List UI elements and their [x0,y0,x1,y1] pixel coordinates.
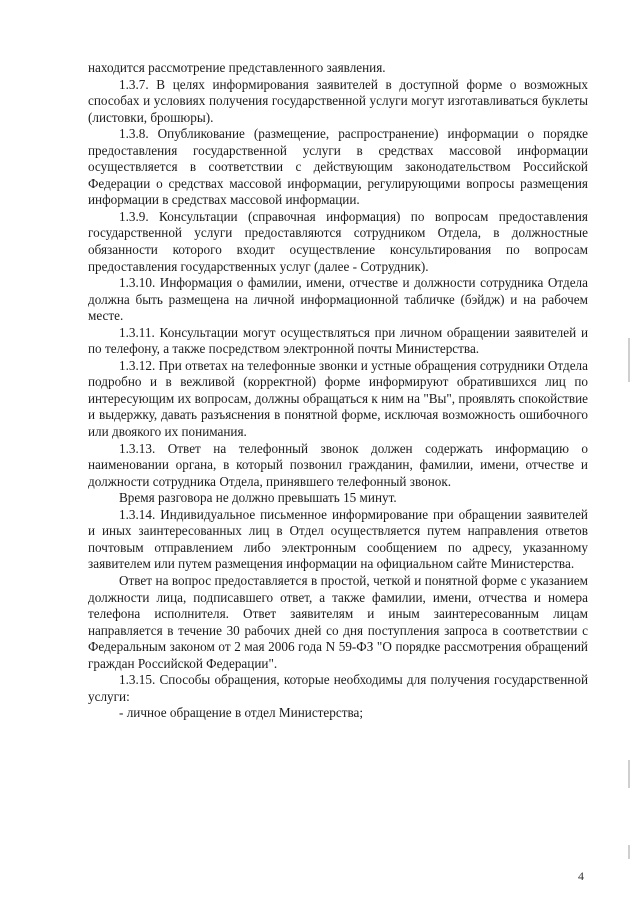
paragraph-1-3-11: 1.3.11. Консультации могут осуществляться при личном обращении заявителей и по телефону, а также посредством электронной почты Министерства. [88,324,588,357]
paragraph-continuation: находится рассмотрение представленного заявления. [88,60,386,75]
scan-margin-mark [628,845,630,859]
paragraph-1-3-7: 1.3.7. В целях информирования заявителей в доступной форме о возможных способах и условиях получения государственной услуги могут изготавливаться буклеты (листовки, брошюры). [88,76,588,125]
scan-margin-mark [628,338,630,382]
paragraph-1-3-14: 1.3.14. Индивидуальное письменное информирование при обращении заявителей и иных заинтересованных лиц в Отдел осуществляется путем направления ответов почтовым отправлением либо электронным сообщением по адресу, указанному заявителем или путем размещения информации на официальном сайте Министерства. [88,506,588,572]
paragraph-1-3-9: 1.3.9. Консультации (справочная информация) по вопросам предоставления государственной услуги предоставляются сотрудником Отдела, в должностные обязанности которого входит осуществление консультирования по вопросам предоставления государственных услуг (далее - Сотрудник). [88,208,588,274]
paragraph-answer: Ответ на вопрос предоставляется в простой, четкой и понятной форме с указанием должности лица, подписавшего ответ, а также фамилии, имени, отчества и номера телефона исполнителя. Ответ заявителям и иным заинтересованным лицам направляется в течение 30 рабочих дней со дня поступления запроса в соответствии с Федеральным законом от 2 мая 2006 года N 59-ФЗ "О порядке рассмотрения обращений граждан Российской Федерации". [88,572,588,671]
list-item-personal-appeal: - личное обращение в отдел Министерства; [119,705,364,721]
page-number: 4 [578,869,584,883]
paragraph-1-3-13: 1.3.13. Ответ на телефонный звонок должен содержать информацию о наименовании органа, в который позвонил гражданин, фамилии, имени, отчестве и должности сотрудника Отдела, принявшего телефонный звонок. [88,440,588,489]
paragraph-1-3-10: 1.3.10. Информация о фамилии, имени, отчестве и должности сотрудника Отдела должна быть размещена на личной информационной табличке (бэйдж) и на рабочем месте. [88,275,588,324]
paragraph-1-3-12: 1.3.12. При ответах на телефонные звонки и устные обращения сотрудники Отдела подробно и в вежливой (корректной) форме информируют обратившихся лиц по интересующим их вопросам, должны обращаться к ним на "Вы", проявлять спокойствие и выдержку, давать разъяснения в понятной форме, исключая возможность ошибочного или двоякого их понимания. [88,357,588,440]
paragraph-call-duration: Время разговора не должно превышать 15 минут. [119,490,397,506]
paragraph-1-3-8: 1.3.8. Опубликование (размещение, распространение) информации о порядке предоставления государственной услуги в средствах массовой информации осуществляется в соответствии с действующим законодательством Российской Федерации о средствах массовой информации, регулирующими вопросы размещения информации в средствах массовой информации. [88,126,588,208]
document-body [88,60,588,722]
paragraph-1-3-15: 1.3.15. Способы обращения, которые необходимы для получения государственной услуги: [88,672,588,704]
scan-margin-mark [628,760,630,788]
